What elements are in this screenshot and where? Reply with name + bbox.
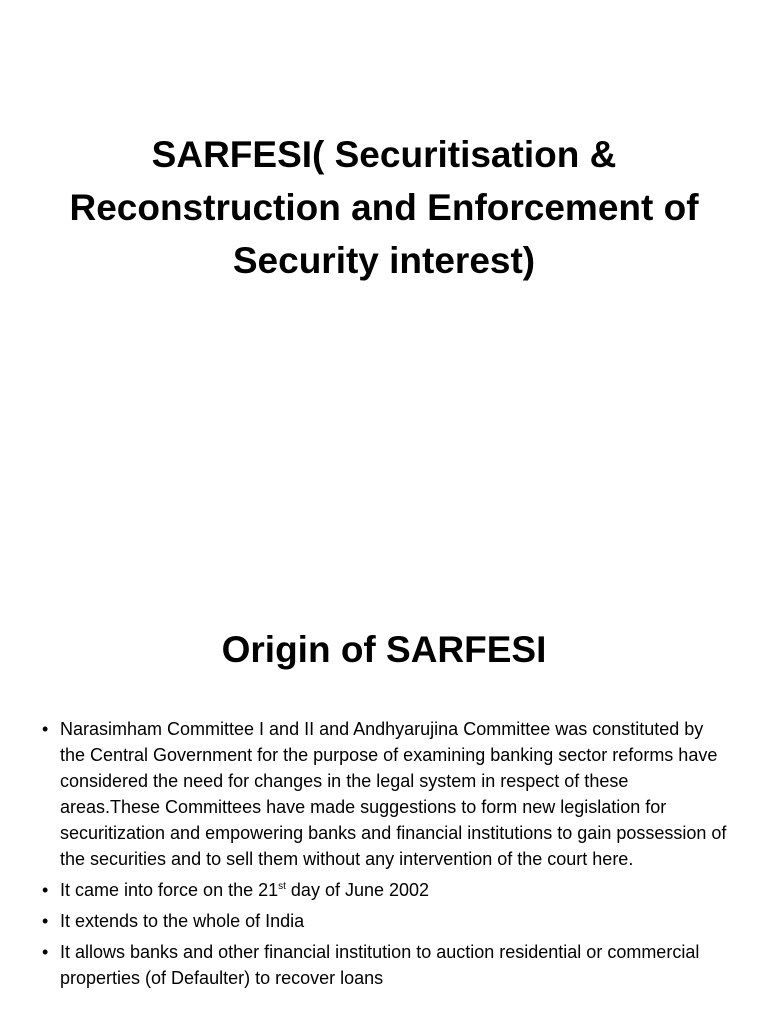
- bullet-icon: •: [42, 880, 49, 900]
- bullet-icon: •: [42, 911, 49, 931]
- superscript-ordinal: st: [278, 881, 286, 892]
- bullet-text: It extends to the whole of India: [60, 911, 305, 931]
- bullet-item: [40, 716, 730, 872]
- slide-1-title: SARFESI( Securitisation & Reconstruction and Enforcement of Security interest): [69, 134, 699, 281]
- bullet-item: [40, 877, 730, 903]
- bullet-item: [40, 939, 730, 991]
- bullet-text-before: It came into force on the 21: [60, 880, 279, 900]
- bullet-text-after: day of June 2002: [285, 880, 430, 900]
- bullet-icon: •: [42, 719, 49, 739]
- bullet-text: Narasimham Committee I and II and Andhyarujina Committee was constituted by the Central Government for the purpose of examining banking sector reforms have considered the need for changes in the legal system in respect of these areas.These Committees have made suggestions to form new legislation for securitization and empowering banks and financial institutions to gain possession of the securities and to sell them without any intervention of the court here.: [60, 719, 727, 869]
- bullet-list: [40, 716, 730, 996]
- slide-2-title: Origin of SARFESI: [221, 629, 547, 670]
- bullet-text: It allows banks and other financial institution to auction residential or commercial properties (of Defaulter) to recover loans: [60, 942, 700, 988]
- bullet-icon: •: [42, 942, 49, 962]
- bullet-item: [40, 908, 730, 934]
